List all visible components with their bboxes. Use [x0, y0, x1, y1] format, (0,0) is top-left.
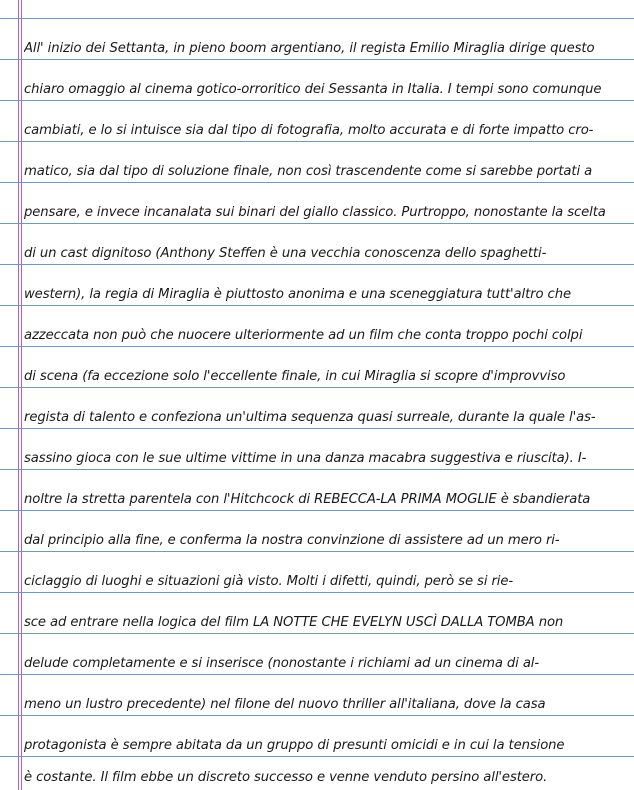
text-line: regista di talento e confeziona un'ultima sequenza quasi surreale, durante la quale l'as-	[24, 410, 596, 425]
text-line: sassino gioca con le sue ultime vittime in una danza macabra suggestiva e riuscita). I-	[24, 451, 587, 466]
text-line: All' inizio dei Settanta, in pieno boom argentiano, il regista Emilio Miraglia dirige questo	[24, 41, 595, 56]
text-line: meno un lustro precedente) nel filone del nuovo thriller all'italiana, dove la casa	[24, 697, 546, 712]
text-line: western), la regia di Miraglia è piuttosto anonima e una sceneggiatura tutt'altro che	[24, 287, 571, 302]
text-line: ciclaggio di luoghi e situazioni già visto. Molti i difetti, quindi, però se si rie-	[24, 574, 514, 589]
ruled-line	[0, 18, 634, 19]
text-line: pensare, e invece incanalata sui binari del giallo classico. Purtroppo, nonostante la scelta	[24, 205, 606, 220]
text-line: matico, sia dal tipo di soluzione finale, non così trascendente come si sarebbe portati a	[24, 164, 593, 179]
text-line: di un cast dignitoso (Anthony Steffen è una vecchia conoscenza dello spaghetti-	[24, 246, 547, 261]
margin-line	[18, 0, 19, 790]
text-line: noltre la stretta parentela con l'Hitchcock di REBECCA-LA PRIMA MOGLIE è sbandierata	[24, 492, 591, 507]
text-line: delude completamente e si inserisce (nonostante i richiami ad un cinema di al-	[24, 656, 540, 671]
text-line: di scena (fa eccezione solo l'eccellente finale, in cui Miraglia si scopre d'improvviso	[24, 369, 566, 384]
text-line: è costante. Il film ebbe un discreto successo e venne venduto persino all'estero.	[24, 770, 548, 785]
text-line: azzeccata non può che nuocere ulteriormente ad un film che conta troppo pochi colpi	[24, 328, 583, 343]
margin-line	[21, 0, 22, 790]
text-line: dal principio alla fine, e conferma la nostra convinzione di assistere ad un mero ri-	[24, 533, 560, 548]
text-line: cambiati, e lo si intuisce sia dal tipo di fotografia, molto accurata e di forte impatto cro-	[24, 123, 594, 138]
text-line: chiaro omaggio al cinema gotico-orroritico dei Sessanta in Italia. I tempi sono comunque	[24, 82, 602, 97]
text-line: protagonista è sempre abitata da un gruppo di presunti omicidi e in cui la tensione	[24, 738, 565, 753]
text-line: sce ad entrare nella logica del film LA NOTTE CHE EVELYN USCÌ DALLA TOMBA non	[24, 615, 564, 630]
